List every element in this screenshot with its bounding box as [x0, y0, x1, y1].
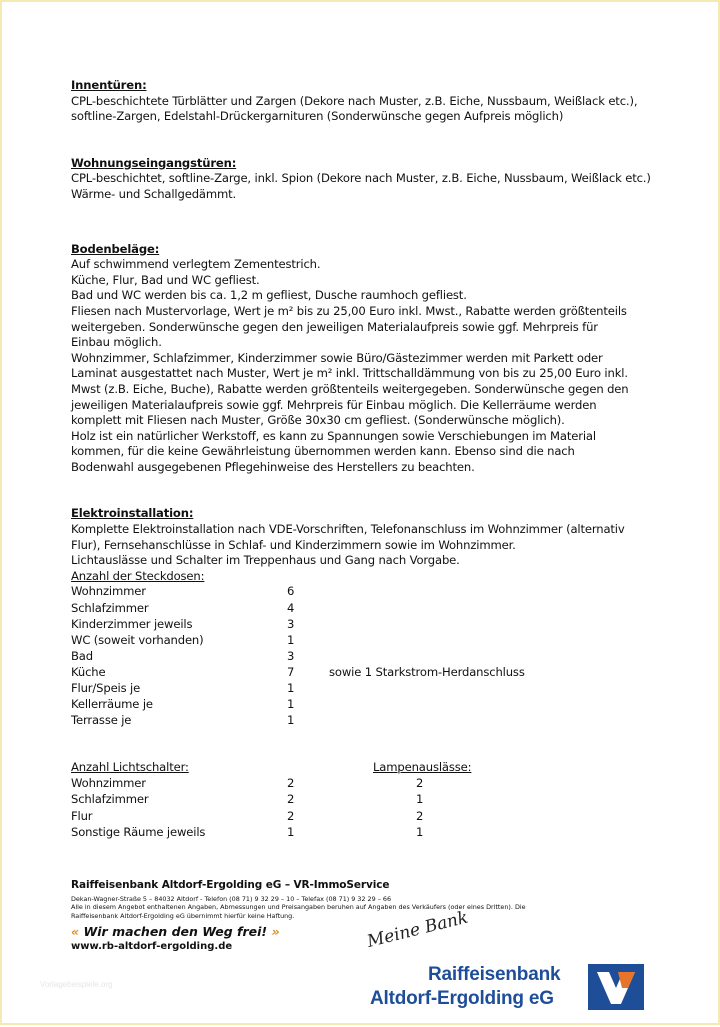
table-header-row [71, 760, 671, 776]
switch-count: 1 [287, 824, 295, 839]
room-name: Wohnzimmer [71, 776, 146, 791]
room-name: Bad [71, 648, 93, 663]
text-line: Einbau möglich. [71, 335, 162, 350]
watermark: Vorlagebeispiele.org [40, 980, 113, 989]
socket-count: 1 [287, 632, 295, 647]
socket-count: 1 [287, 697, 295, 712]
text-line: CPL-beschichtet, softline-Zarge, inkl. Spion (Dekore nach Muster, z.B. Eiche, Nussbaum, Weißlack etc.) [71, 171, 651, 186]
room-name: Sonstige Räume jeweils [71, 824, 206, 839]
section-innentueren [71, 78, 671, 125]
table-row [71, 792, 671, 808]
switch-count: 2 [287, 776, 295, 791]
room-name: Kellerräume je [71, 697, 153, 712]
lamp-count: 1 [416, 824, 424, 839]
table-row [71, 633, 671, 649]
footer-website-link[interactable]: www.rb-altdorf-ergolding.de [71, 941, 233, 953]
document-body [71, 78, 671, 841]
heading-innentueren: Innentüren: [71, 78, 147, 92]
lampen-heading: Lampenauslässe: [373, 760, 472, 775]
logo-name-line1: Raiffeisenbank [428, 964, 561, 985]
heading-wohnungseingangstueren: Wohnungseingangstüren: [71, 155, 237, 170]
socket-count: 7 [287, 664, 295, 679]
text-line: Holz ist ein natürlicher Werkstoff, es kann zu Spannungen sowie Verschiebungen im Material [71, 428, 596, 443]
lichtschalter-table [71, 760, 671, 840]
logo-tagline: Meine Bank [365, 907, 471, 952]
lamp-count: 1 [416, 792, 424, 807]
text-line: jeweiligen Materialaufpreis sowie ggf. Mehrpreis für Einbau möglich. Die Kellerräume werden [71, 397, 597, 412]
table-row [71, 713, 671, 729]
text-line: Wärme- und Schallgedämmt. [71, 186, 237, 201]
section-wohnungseingangstueren [71, 156, 671, 203]
room-name: Flur [71, 808, 93, 823]
steckdosen-table [71, 584, 671, 729]
text-line: Auf schwimmend verlegtem Zementestrich. [71, 257, 321, 272]
steckdosen-heading: Anzahl der Steckdosen: [71, 568, 205, 583]
text-line: Flur), Fernsehanschlüsse in Schlaf- und Kinderzimmern sowie im Wohnzimmer. [71, 537, 516, 552]
section-bodenbelaege [71, 242, 671, 476]
room-name: Kinderzimmer jeweils [71, 616, 193, 631]
text-line: Wohnzimmer, Schlafzimmer, Kinderzimmer sowie Büro/Gästezimmer werden mit Parkett oder [71, 350, 603, 365]
slogan-quote-open: « [71, 924, 80, 940]
table-row [71, 697, 671, 713]
slogan-quote-close: » [271, 924, 280, 940]
text-line: komplett mit Fliesen nach Muster, Größe 30x30 cm gefliest. (Sonderwünsche möglich). [71, 413, 565, 428]
table-row [71, 584, 671, 600]
socket-count: 1 [287, 713, 295, 728]
text-line: weitergeben. Sonderwünsche gegen den jeweiligen Materialaufpreis sowie ggf. Mehrpreis für [71, 319, 598, 334]
footer-disclaimer: Alle in diesem Angebot enthaltenen Angaben, Abmessungen und Preisangaben beruhen auf Angaben des Verkäufers (oder eines Dritten). Die [71, 903, 526, 912]
table-row [71, 776, 671, 792]
table-row [71, 649, 671, 665]
table-row [71, 617, 671, 633]
text-line: Laminat ausgestattet nach Muster, Wert je m² inkl. Trittschalldämmung von bis zu 25,00 Euro inkl. [71, 366, 628, 381]
footer-disclaimer: Raiffeisenbank Altdorf-Ergolding eG übernimmt hierfür keine Haftung. [71, 911, 295, 920]
heading-bodenbelaege: Bodenbeläge: [71, 241, 160, 256]
socket-count: 3 [287, 648, 295, 663]
table-row [71, 825, 671, 841]
text-line: CPL-beschichtete Türblätter und Zargen (Dekore nach Muster, z.B. Eiche, Nussbaum, Weißlack etc.), [71, 93, 638, 108]
text-line: Lichtauslässe und Schalter im Treppenhaus und Gang nach Vorgabe. [71, 553, 460, 568]
lichtschalter-heading: Anzahl Lichtschalter: [71, 760, 189, 775]
table-row [71, 601, 671, 617]
socket-count: 6 [287, 584, 295, 599]
table-row [71, 809, 671, 825]
text-line: Komplette Elektroinstallation nach VDE-Vorschriften, Telefonanschluss im Wohnzimmer (alternativ [71, 522, 625, 537]
lamp-count: 2 [416, 808, 424, 823]
note: sowie 1 Starkstrom-Herdanschluss [329, 664, 525, 679]
text-line: Bodenwahl ausgegebenen Pflegehinweise des Herstellers zu beachten. [71, 459, 475, 474]
text-line: kommen, für die keine Gewährleistung übernommen werden kann. Ebenso sind die nach [71, 444, 575, 459]
room-name: WC (soweit vorhanden) [71, 632, 204, 647]
footer-bank-line: Raiffeisenbank Altdorf-Ergolding eG – VR-ImmoService [71, 879, 390, 891]
socket-count: 1 [287, 681, 295, 695]
logo-name-line2: Altdorf-Ergolding eG [370, 988, 554, 1009]
room-name: Küche [71, 664, 106, 679]
lamp-count: 2 [416, 776, 424, 791]
socket-count: 3 [287, 616, 295, 631]
text-line: Mwst (z.B. Eiche, Buche), Rabatte werden größtenteils weitergegeben. Sonderwünsche gegen den [71, 381, 629, 396]
text-line: Küche, Flur, Bad und WC gefliest. [71, 272, 260, 287]
text-line: Bad und WC werden bis ca. 1,2 m gefliest, Dusche raumhoch gefliest. [71, 288, 467, 303]
room-name: Schlafzimmer [71, 792, 149, 807]
text-line: Fliesen nach Mustervorlage, Wert je m² bis zu 25,00 Euro inkl. Mwst., Rabatte werden größtenteils [71, 303, 627, 318]
slogan-text: Wir machen den Weg frei! [79, 924, 272, 940]
footer-address: Dekan-Wagner-Straße 5 – 84032 Altdorf - Telefon (08 71) 9 32 29 – 10 – Telefax (08 71) 9 32 29 – 66 [71, 895, 392, 903]
switch-count: 2 [287, 808, 295, 823]
room-name: Schlafzimmer [71, 600, 149, 615]
room-name: Terrasse je [71, 713, 132, 728]
text-line: softline-Zargen, Edelstahl-Drückergarnituren (Sonderwünsche gegen Aufpreis möglich) [71, 109, 564, 124]
heading-elektroinstallation: Elektroinstallation: [71, 506, 194, 521]
room-name: Wohnzimmer [71, 584, 146, 599]
section-elektroinstallation [71, 506, 671, 840]
switch-count: 2 [287, 792, 295, 807]
raiffeisen-logo-icon [588, 964, 644, 1010]
socket-count: 4 [287, 600, 295, 615]
table-row [71, 681, 671, 697]
room-name: Flur/Speis je [71, 681, 141, 695]
table-row [71, 665, 671, 681]
